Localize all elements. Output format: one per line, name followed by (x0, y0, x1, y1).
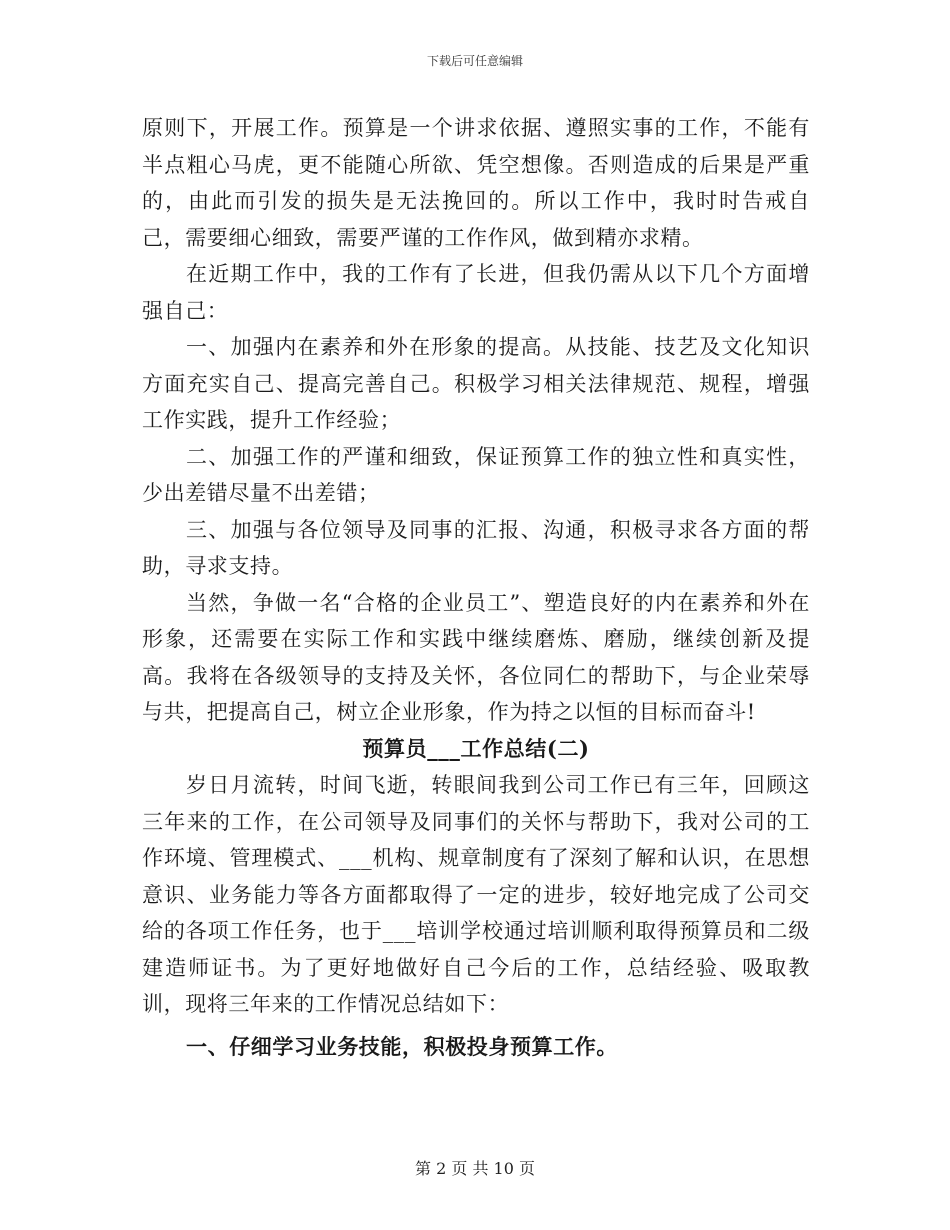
section-title: 预算员___工作总结(二) (362, 735, 590, 761)
paragraph: 三、加强与各位领导及同事的汇报、沟通，积极寻求各方面的帮助，寻求支持。 (142, 517, 810, 578)
header-note: 下载后可任意编辑 (426, 54, 523, 68)
paragraph: 原则下，开展工作。预算是一个讲求依据、遵照实事的工作，不能有半点粗心马虎，更不能随心所欲、凭空想像。否则造成的后果是严重的，由此而引发的损失是无法挽回的。所以工作中，我时时告戒自己，需要细心细致，需要严谨的工作作风，做到精亦求精。 (142, 116, 810, 250)
page-footer: 第 2 页 共 10 页 (415, 1159, 535, 1178)
paragraph: 二、加强工作的严谨和细致，保证预算工作的独立性和真实性，少出差错尽量不出差错； (142, 444, 810, 505)
section-heading: 一、仔细学习业务技能，积极投身预算工作。 (186, 1033, 618, 1059)
paragraph: 一、加强内在素养和外在形象的提高。从技能、技艺及文化知识方面充实自己、提高完善自己。积极学习相关法律规范、规程，增强工作实践，提升工作经验； (142, 335, 810, 432)
paragraph: 岁日月流转，时间飞逝，转眼间我到公司工作已有三年，回顾这三年来的工作，在公司领导及同事们的关怀与帮助下，我对公司的工作环境、管理模式、___机构、规章制度有了深刻了解和认识，在思想意识、业务能力等各方面都取得了一定的进步，较好地完成了公司交给的各项工作任务，也于___培训学校通过培训顺利取得预算员和二级建造师证书。为了更好地做好自己今后的工作，总结经验、吸取教训，现将三年来的工作情况总结如下： (142, 773, 810, 1016)
document-body (142, 110, 810, 1065)
paragraph: 当然，争做一名“合格的企业员工”、塑造良好的内在素养和外在形象，还需要在实际工作和实践中继续磨炼、磨励，继续创新及提高。我将在各级领导的支持及关怀，各位同仁的帮助下，与企业荣辱与共，把提高自己，树立企业形象，作为持之以恒的目标而奋斗! (142, 590, 810, 724)
paragraph: 在近期工作中，我的工作有了长进，但我仍需从以下几个方面增强自己： (142, 262, 810, 323)
